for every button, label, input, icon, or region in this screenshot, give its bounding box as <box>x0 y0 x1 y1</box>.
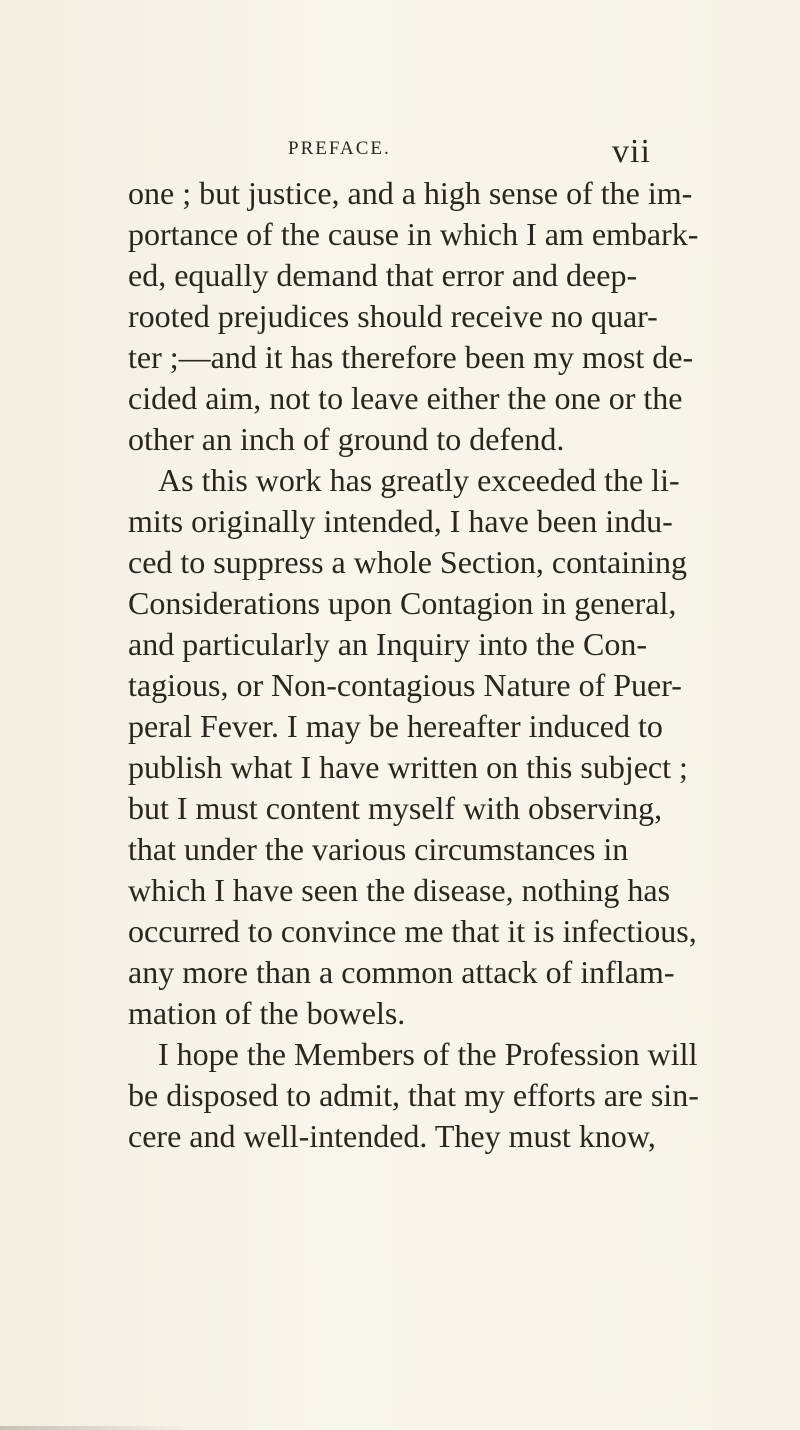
text-line: rooted prejudices should receive no quar- <box>128 298 658 334</box>
page-number: vii <box>612 133 651 170</box>
text-line: one ; but justice, and a high sense of the im- <box>128 175 693 211</box>
text-line: that under the various circumstances in <box>128 831 629 867</box>
text-line: other an inch of ground to defend. <box>128 421 565 457</box>
page-edge-shadow <box>0 1426 190 1430</box>
text-line: but I must content myself with observing, <box>128 790 663 826</box>
text-line: I hope the Members of the Profession will <box>158 1036 698 1072</box>
text-line: mation of the bowels. <box>128 995 406 1031</box>
text-line: portance of the cause in which I am embark- <box>128 216 699 252</box>
text-line: be disposed to admit, that my efforts are sin- <box>128 1077 699 1113</box>
text-line: and particularly an Inquiry into the Con- <box>128 626 647 662</box>
text-line: ed, equally demand that error and deep- <box>128 257 638 293</box>
running-head: PREFACE. <box>288 138 391 159</box>
text-line: cided aim, not to leave either the one or the <box>128 380 683 416</box>
text-line: As this work has greatly exceeded the li- <box>158 462 680 498</box>
text-line: peral Fever. I may be hereafter induced to <box>128 708 663 744</box>
text-line: publish what I have written on this subject ; <box>128 749 688 785</box>
text-line: any more than a common attack of inflam- <box>128 954 675 990</box>
text-line: Considerations upon Contagion in general, <box>128 585 677 621</box>
text-line: ced to suppress a whole Section, containing <box>128 544 687 580</box>
text-line: which I have seen the disease, nothing has <box>128 872 671 908</box>
text-line: mits originally intended, I have been indu- <box>128 503 673 539</box>
text-line: tagious, or Non-contagious Nature of Puer- <box>128 667 682 703</box>
text-line: occurred to convince me that it is infectious, <box>128 913 697 949</box>
text-line: cere and well-intended. They must know, <box>128 1118 656 1154</box>
text-line: ter ;—and it has therefore been my most de- <box>128 339 694 375</box>
